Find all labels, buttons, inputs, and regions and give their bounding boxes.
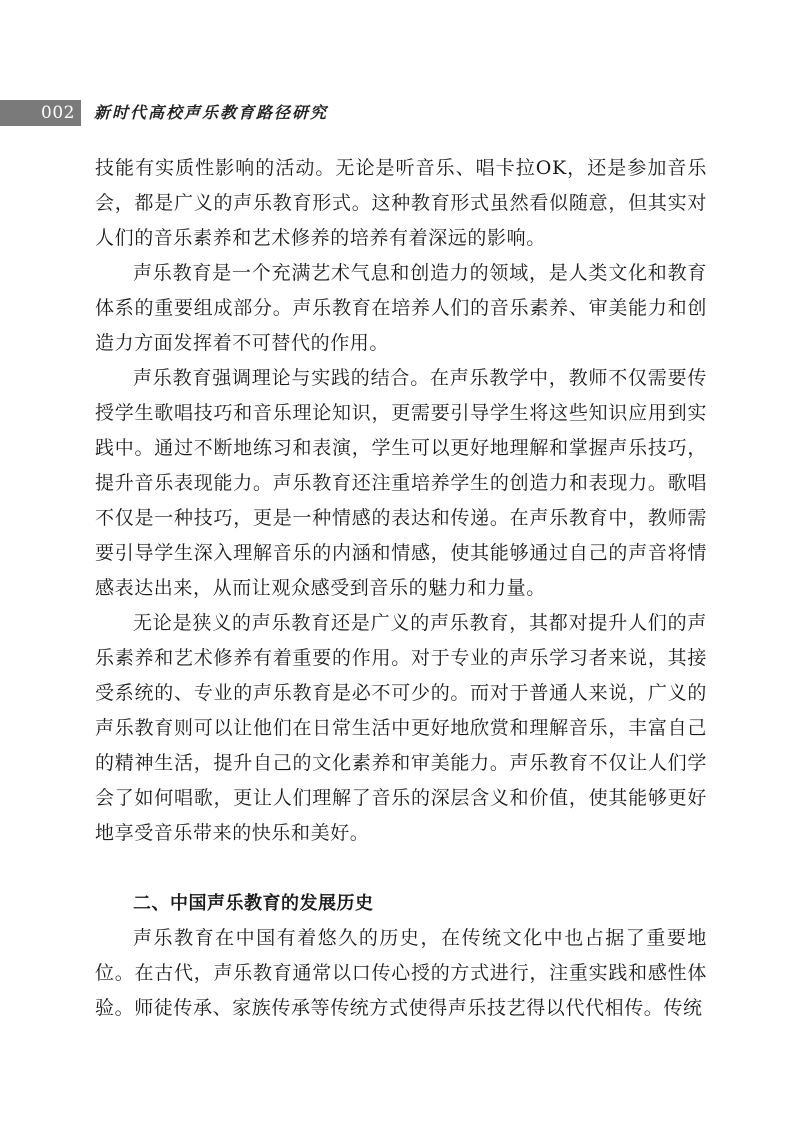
paragraph-4: 无论是狭义的声乐教育还是广义的声乐教育，其都对提升人们的声乐素养和艺术修养有着重要的作用。对于专业的声乐学习者来说，其接受系统的、专业的声乐教育是必不可少的。而对于普通人来说，广义的声乐教育则可以让他们在日常生活中更好地欣赏和理解音乐，丰富自己的精神生活，提升自己的文化素养和审美能力。声乐教育不仅让人们学会了如何唱歌，更让人们理解了音乐的深层含义和价值，使其能够更好地享受音乐带来的快乐和美好。: [95, 612, 707, 844]
paragraph-1: 技能有实质性影响的活动。无论是听音乐、唱卡拉OK，还是参加音乐会，都是广义的声乐教育形式。这种教育形式虽然看似随意，但其实对人们的音乐素养和艺术修养的培养有着深远的影响。: [95, 157, 707, 249]
page-content: [95, 151, 707, 1026]
page-number: 002: [0, 100, 81, 126]
page-header: [0, 100, 799, 126]
paragraph-3: 声乐教育强调理论与实践的结合。在声乐教学中，教师不仅需要传授学生歌唱技巧和音乐理论知识，更需要引导学生将这些知识应用到实践中。通过不断地练习和表演，学生可以更好地理解和掌握声乐技巧，提升音乐表现能力。声乐教育还注重培养学生的创造力和表现力。歌唱不仅是一种技巧，更是一种情感的表达和传递。在声乐教育中，教师需要引导学生深入理解音乐的内涵和情感，使其能够通过自己的声音将情感表达出来，从而让观众感受到音乐的魅力和力量。: [95, 367, 707, 599]
section-heading: 二、中国声乐教育的发展历史: [133, 893, 374, 914]
book-title: 新时代高校声乐教育路径研究: [94, 103, 329, 122]
paragraph-2: 声乐教育是一个充满艺术气息和创造力的领域，是人类文化和教育体系的重要组成部分。声乐教育在培养人们的音乐素养、审美能力和创造力方面发挥着不可替代的作用。: [95, 262, 707, 354]
paragraph-5: 声乐教育在中国有着悠久的历史，在传统文化中也占据了重要地位。在古代，声乐教育通常以口传心授的方式进行，注重实践和感性体验。师徒传承、家族传承等传统方式使得声乐技艺得以代代相传。传统: [95, 927, 707, 1019]
